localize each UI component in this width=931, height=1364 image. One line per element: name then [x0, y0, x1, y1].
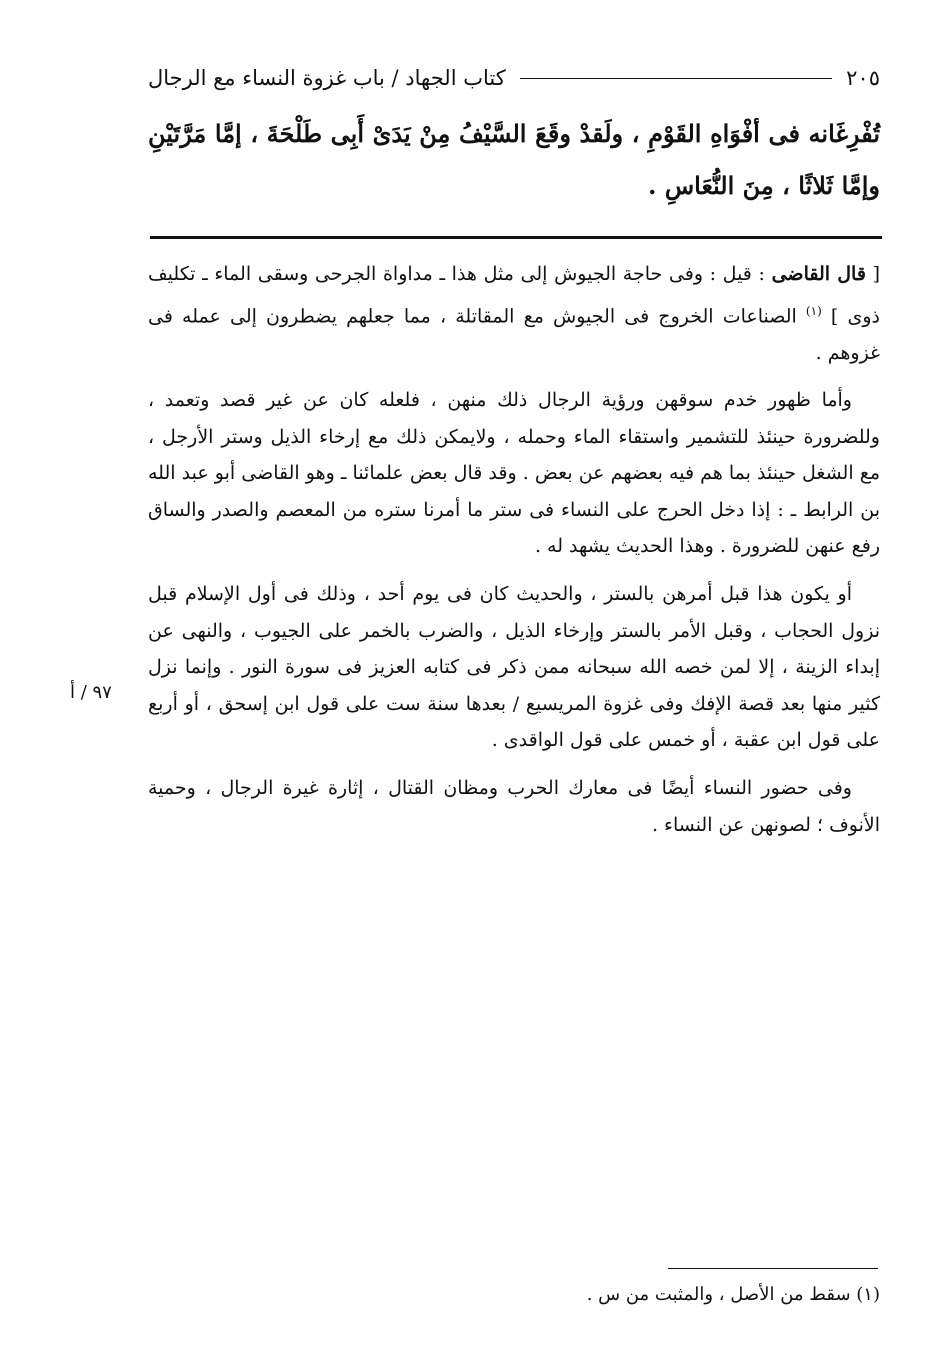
- commentary-paragraph-2: وأما ظهور خدم سوقهن ورؤية الرجال ذلك منهن ، فلعله كان عن غير قصد وتعمد ، وللضرورة حينئذ للتشمير واستقاء الماء وحمله ، ولايمكن ذلك مع إرخاء الذيل وستر الأرجل ، مع الشغل حينئذ بما هم فيه بعضهم عن بعض . وقد قال بعض علمائنا ـ وهو القاضى أبو عبد الله بن الرابط ـ : إذا دخل الحرج على النساء فى ستر ما أمرنا ستره من المعصم والصدر والساق رفع عنهن للضرورة . وهذا الحديث يشهد له .: [148, 389, 880, 558]
- running-header: [148, 62, 880, 94]
- manuscript-folio-note: ٩٧ / أ: [70, 682, 112, 703]
- header-title: كتاب الجهاد / باب غزوة النساء مع الرجال: [148, 66, 506, 90]
- text-separator-rule: [150, 236, 882, 239]
- footnote: (١) سقط من الأصل ، والمثبت من س .: [586, 1284, 880, 1305]
- footnote-rule: [668, 1268, 878, 1269]
- commentary-paragraph-1: [148, 256, 880, 371]
- hadith-text: تُفْرِغَانه فى أفْوَاهِ القَوْمِ ، ولَقدْ وقَعَ السَّيْفُ مِنْ يَدَىْ أَبِى طَلْحَةَ ، إمَّا مَرَّتَيْنِ وإمَّا ثَلاثًا ، مِنَ النُّعَاسِ .: [148, 119, 880, 200]
- commentary: [148, 256, 880, 854]
- close-bracket: ]: [830, 304, 839, 327]
- paragraph-text: الصناعات الخروج فى الجيوش مع المقاتلة ، مما جعلهم يضطرون إلى عمله فى غزوهم .: [148, 304, 880, 364]
- page-number: ٢٠٥: [846, 66, 880, 90]
- commentary-paragraph-4: وفى حضور النساء أيضًا فى معارك الحرب ومظان القتال ، إثارة غيرة الرجال ، وحمية الأنوف ؛ لصونهن عن النساء .: [148, 777, 880, 836]
- open-bracket: [: [872, 263, 881, 285]
- paragraph-text: : قيل : وفى حاجة الجيوش إلى مثل هذا ـ مداواة الجرحى وسقى الماء ـ تكليف ذوى: [148, 263, 880, 327]
- footnote-reference: (١): [805, 303, 822, 318]
- commentary-paragraph-3: أو يكون هذا قبل أمرهن بالستر ، والحديث كان فى يوم أحد ، وذلك فى أول الإسلام قبل نزول الحجاب ، وقبل الأمر بالستر وإرخاء الذيل ، والضرب بالخمر على الجيوب ، والنهى عن إبداء الزينة ، إلا لمن خصه الله سبحانه ممن ذكر فى كتابه العزيز فى سورة النور . وإنما نزل كثير منها بعد قصة الإفك وفى غزوة المريسيع / بعدها سنة ست على قول ابن إسحق ، أو أربع على قول ابن عقبة ، أو خمس على قول الواقدى .: [148, 583, 880, 752]
- header-rule: [520, 78, 832, 79]
- speaker-label: قال القاضى: [771, 263, 866, 285]
